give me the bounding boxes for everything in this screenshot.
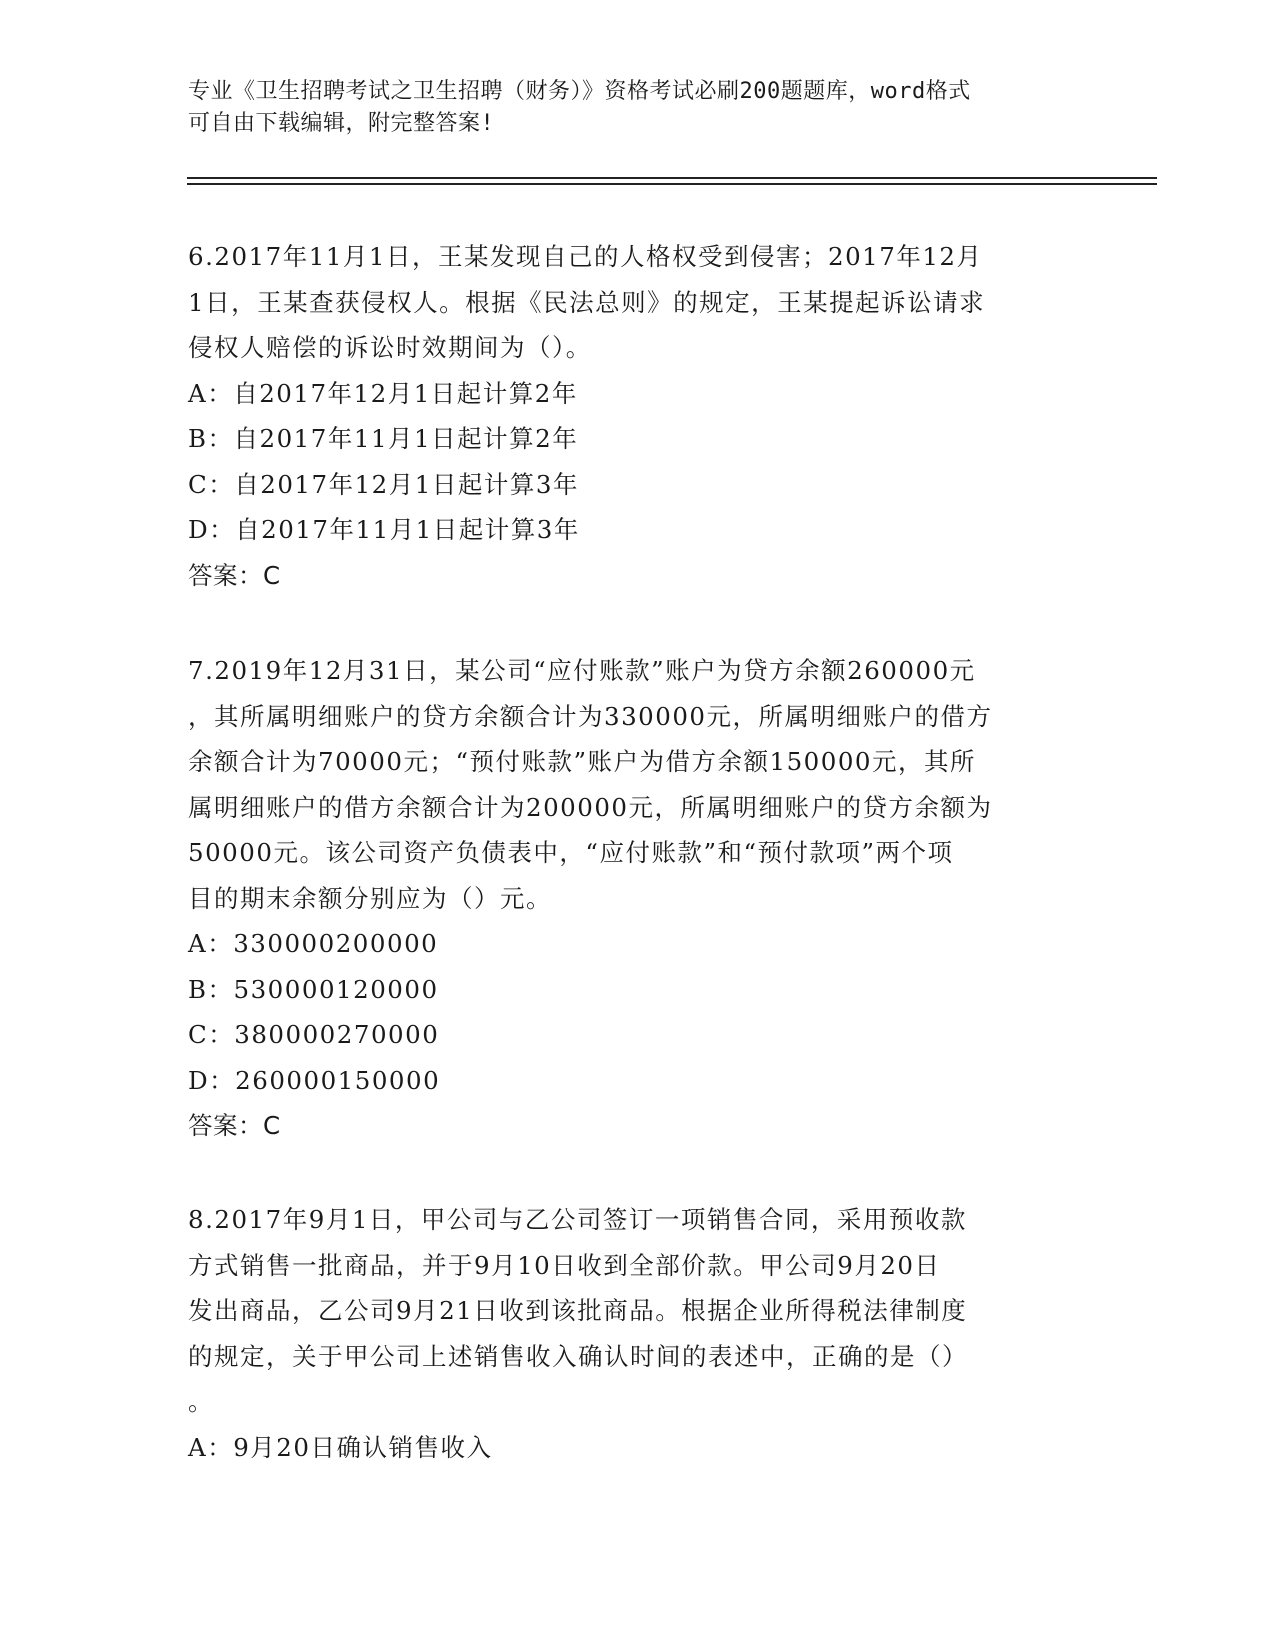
header-line-1: 专业《卫生招聘考试之卫生招聘（财务）》资格考试必刷200题题库，word格式 bbox=[188, 79, 971, 104]
header-divider-bottom bbox=[187, 183, 1157, 185]
option-c: C：380000270000 bbox=[188, 1020, 440, 1049]
question-text-line: 50000元。该公司资产负债表中，“应付账款”和“预付款项”两个项 bbox=[188, 838, 954, 867]
option-a: A：自2017年12月1日起计算2年 bbox=[188, 378, 578, 408]
option-a: A：330000200000 bbox=[188, 929, 439, 958]
option-b: B：自2017年11月1日起计算2年 bbox=[188, 424, 579, 453]
option-b: B：530000120000 bbox=[188, 974, 439, 1004]
question-text-line: 侵权人赔偿的诉讼时效期间为（）。 bbox=[188, 333, 592, 362]
question-text-line: 1日，王某查获侵权人。根据《民法总则》的规定，王某提起诉讼请求 bbox=[188, 287, 986, 317]
answer-line: 答案：C bbox=[188, 1111, 281, 1140]
question-7 bbox=[188, 648, 1088, 1149]
question-text-line: 属明细账户的借方余额合计为200000元，所属明细账户的贷方余额为 bbox=[188, 792, 993, 822]
question-text-line: 余额合计为70000元；“预付账款”账户为借方余额150000元，其所 bbox=[188, 747, 977, 776]
question-text-line: 发出商品，乙公司9月21日收到该批商品。根据企业所得税法律制度 bbox=[188, 1296, 968, 1325]
option-d: D：自2017年11月1日起计算3年 bbox=[188, 515, 580, 544]
answer-line: 答案：C bbox=[188, 560, 281, 590]
question-text-line: 8.2017年9月1日，甲公司与乙公司签订一项销售合同，采用预收款 bbox=[188, 1205, 967, 1234]
question-6 bbox=[188, 234, 1088, 598]
question-text-line: 。 bbox=[188, 1387, 214, 1416]
question-text-line: 的规定，关于甲公司上述销售收入确认时间的表述中，正确的是（） bbox=[188, 1341, 968, 1371]
document-header bbox=[188, 76, 1088, 140]
question-text-line: 方式销售一批商品，并于9月10日收到全部价款。甲公司9月20日 bbox=[188, 1250, 941, 1280]
option-d: D：260000150000 bbox=[188, 1065, 441, 1095]
option-a: A：9月20日确认销售收入 bbox=[188, 1432, 493, 1462]
header-divider-top bbox=[187, 177, 1157, 179]
question-text-line: ，其所属明细账户的贷方余额合计为330000元，所属明细账户的借方 bbox=[188, 701, 993, 731]
question-text-line: 6.2017年11月1日，王某发现自己的人格权受到侵害；2017年12月 bbox=[188, 242, 983, 271]
question-text-line: 7.2019年12月31日，某公司“应付账款”账户为贷方余额260000元 bbox=[188, 656, 976, 685]
question-text-line: 目的期末余额分别应为（）元。 bbox=[188, 883, 552, 913]
option-c: C：自2017年12月1日起计算3年 bbox=[188, 469, 579, 499]
question-8 bbox=[188, 1197, 1088, 1470]
header-line-2: 可自由下载编辑，附完整答案! bbox=[188, 111, 495, 136]
